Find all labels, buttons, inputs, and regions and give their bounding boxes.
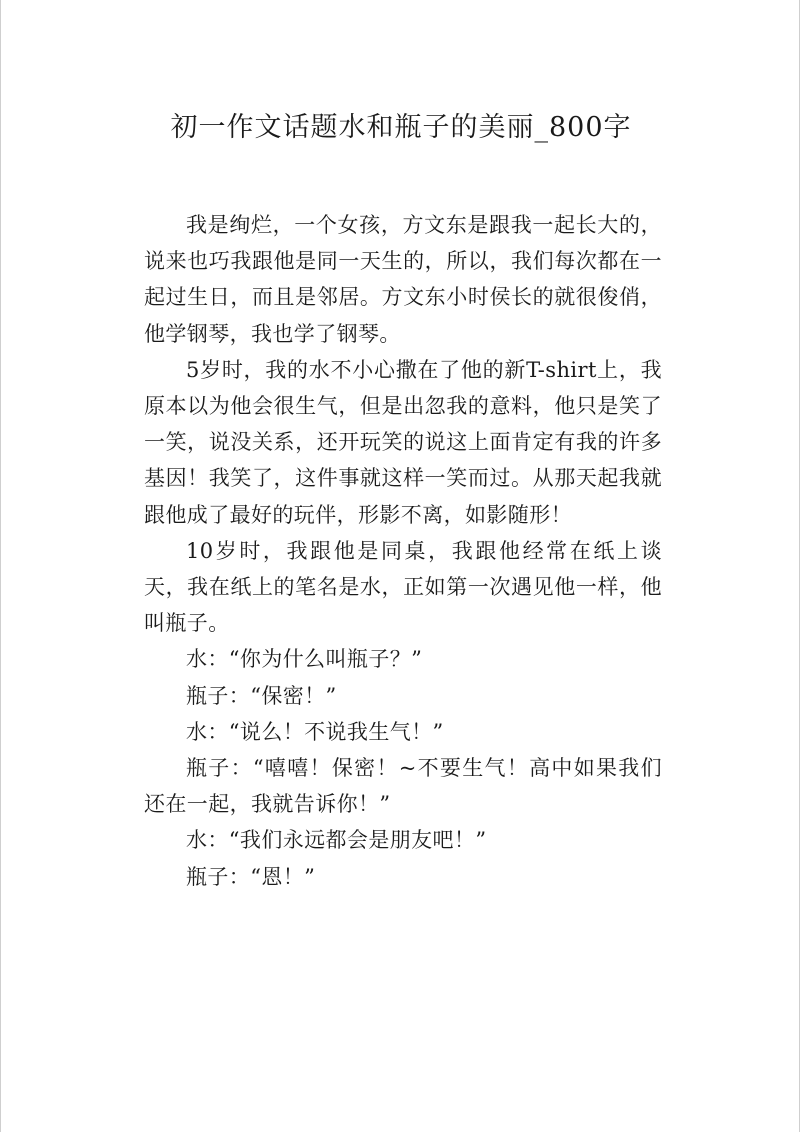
dialogue-line-3: 水：“说么！不说我生气！” — [186, 719, 444, 744]
dialogue-line-1: 水：“你为什么叫瓶子？” — [186, 647, 423, 672]
paragraph-3: 10岁时，我跟他是同桌，我跟他经常在纸上谈天，我在纸上的笔名是水，正如第一次遇见他一样，他叫瓶子。 — [144, 538, 662, 636]
page-title: 初一作文话题水和瓶子的美丽_800字 — [170, 112, 632, 143]
dialogue-line-4: 瓶子：“嘻嘻！保密！~不要生气！高中如果我们还在一起，我就告诉你！” — [144, 756, 662, 817]
dialogue-line-2: 瓶子：“保密！” — [186, 683, 337, 708]
dialogue-line-6: 瓶子：“恩！” — [186, 864, 316, 889]
paragraph-1: 我是绚烂，一个女孩，方文东是跟我一起长大的，说来也巧我跟他是同一天生的，所以，我们每次都在一起过生日，而且是邻居。方文东小时侯长的就很俊俏，他学钢琴，我也学了钢琴。 — [144, 213, 662, 346]
paragraph-2: 5岁时，我的水不小心撒在了他的新T-shirt上，我原本以为他会很生气，但是出忽我的意料，他只是笑了一笑，说没关系，还开玩笑的说这上面肯定有我的许多基因！我笑了，这件事就这样一笑而过。从那天起我就跟他成了最好的玩伴，形影不离，如影随形！ — [144, 357, 662, 527]
article-body — [144, 207, 662, 895]
dialogue-line-5: 水：“我们永远都会是朋友吧！” — [186, 828, 487, 853]
